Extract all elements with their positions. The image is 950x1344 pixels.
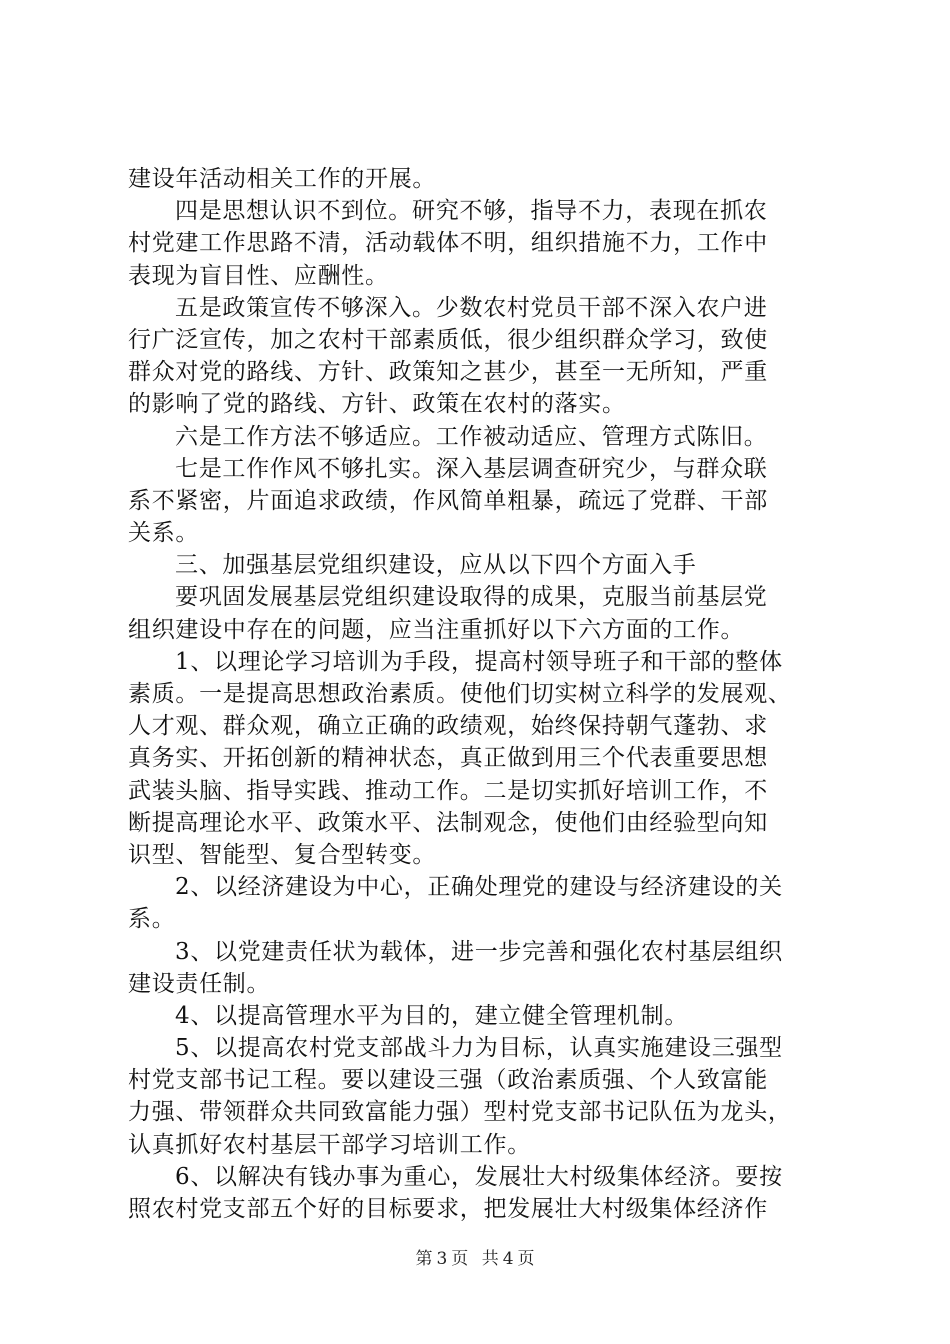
text-line: 六是工作方法不够适应。工作被动适应、管理方式陈旧。 [175, 423, 768, 450]
text-line: 系不紧密，片面追求政绩，作风简单粗暴，疏远了党群、干部 [128, 487, 768, 514]
text-line: 照农村党支部五个好的目标要求，把发展壮大村级集体经济作 [128, 1196, 768, 1222]
text-line: 表现为盲目性、应酬性。 [128, 262, 389, 289]
page-number: 3 [436, 1249, 448, 1269]
text-line: 群众对党的路线、方针、政策知之甚少，甚至一无所知，严重 [128, 359, 768, 386]
total-suffix: 页 [517, 1249, 535, 1269]
text-line: 行广泛宣传，加之农村干部素质低，很少组织群众学习，致使 [128, 326, 768, 353]
total-pages: 4 [502, 1249, 514, 1269]
text-line: 断提高理论水平、政策水平、法制观念，使他们由经验型向知 [128, 809, 768, 836]
text-line: 四是思想认识不到位。研究不够，指导不力，表现在抓农 [175, 198, 768, 225]
text-line: 力强、带领群众共同致富能力强）型村党支部书记队伍为龙头， [128, 1099, 792, 1126]
document-body [128, 163, 828, 1225]
text-line: 识型、智能型、复合型转变。 [128, 841, 437, 868]
text-line: 建设年活动相关工作的开展。 [128, 166, 437, 192]
page-footer [0, 1244, 950, 1269]
text-line: 村党建工作思路不清，活动载体不明，组织措施不力，工作中 [128, 230, 768, 257]
text-line: 6、以解决有钱办事为重心，发展壮大村级集体经济。要按 [175, 1163, 783, 1190]
text-line: 要巩固发展基层党组织建设取得的成果，克服当前基层党 [175, 584, 768, 611]
text-line: 1、以理论学习培训为手段，提高村领导班子和干部的整体 [175, 648, 783, 675]
text-line: 武装头脑、指导实践、推动工作。二是切实抓好培训工作，不 [128, 777, 768, 804]
text-line: 建设责任制。 [128, 970, 271, 997]
text-line: 村党支部书记工程。要以建设三强（政治素质强、个人致富能 [128, 1067, 768, 1094]
text-line: 关系。 [128, 520, 200, 547]
text-line: 真务实、开拓创新的精神状态，真正做到用三个代表重要思想 [128, 745, 768, 772]
text-line: 三、加强基层党组织建设，应从以下四个方面入手 [175, 552, 697, 579]
text-line: 3、以党建责任状为载体，进一步完善和强化农村基层组织 [175, 938, 783, 965]
page-suffix: 页 [451, 1249, 469, 1269]
text-line: 2、以经济建设为中心，正确处理党的建设与经济建设的关 [175, 874, 783, 901]
page-indicator [413, 1249, 470, 1269]
text-line: 系。 [128, 906, 176, 933]
text-line: 认真抓好农村基层干部学习培训工作。 [128, 1131, 531, 1158]
text-line: 人才观、群众观，确立正确的政绩观，始终保持朝气蓬勃、求 [128, 713, 768, 740]
text-line: 五是政策宣传不够深入。少数农村党员干部不深入农户进 [175, 294, 768, 321]
text-line: 5、以提高农村党支部战斗力为目标，认真实施建设三强型 [175, 1035, 783, 1062]
text-line: 的影响了党的路线、方针、政策在农村的落实。 [128, 391, 626, 418]
text-line: 4、以提高管理水平为目的，建立健全管理机制。 [175, 1002, 689, 1029]
text-line: 素质。一是提高思想政治素质。使他们切实树立科学的发展观、 [128, 681, 792, 707]
page-prefix: 第 [415, 1249, 433, 1269]
total-indicator [480, 1249, 537, 1269]
text-line: 七是工作作风不够扎实。深入基层调查研究少，与群众联 [175, 455, 768, 482]
total-prefix: 共 [481, 1249, 499, 1269]
text-line: 组织建设中存在的问题，应当注重抓好以下六方面的工作。 [128, 616, 745, 643]
